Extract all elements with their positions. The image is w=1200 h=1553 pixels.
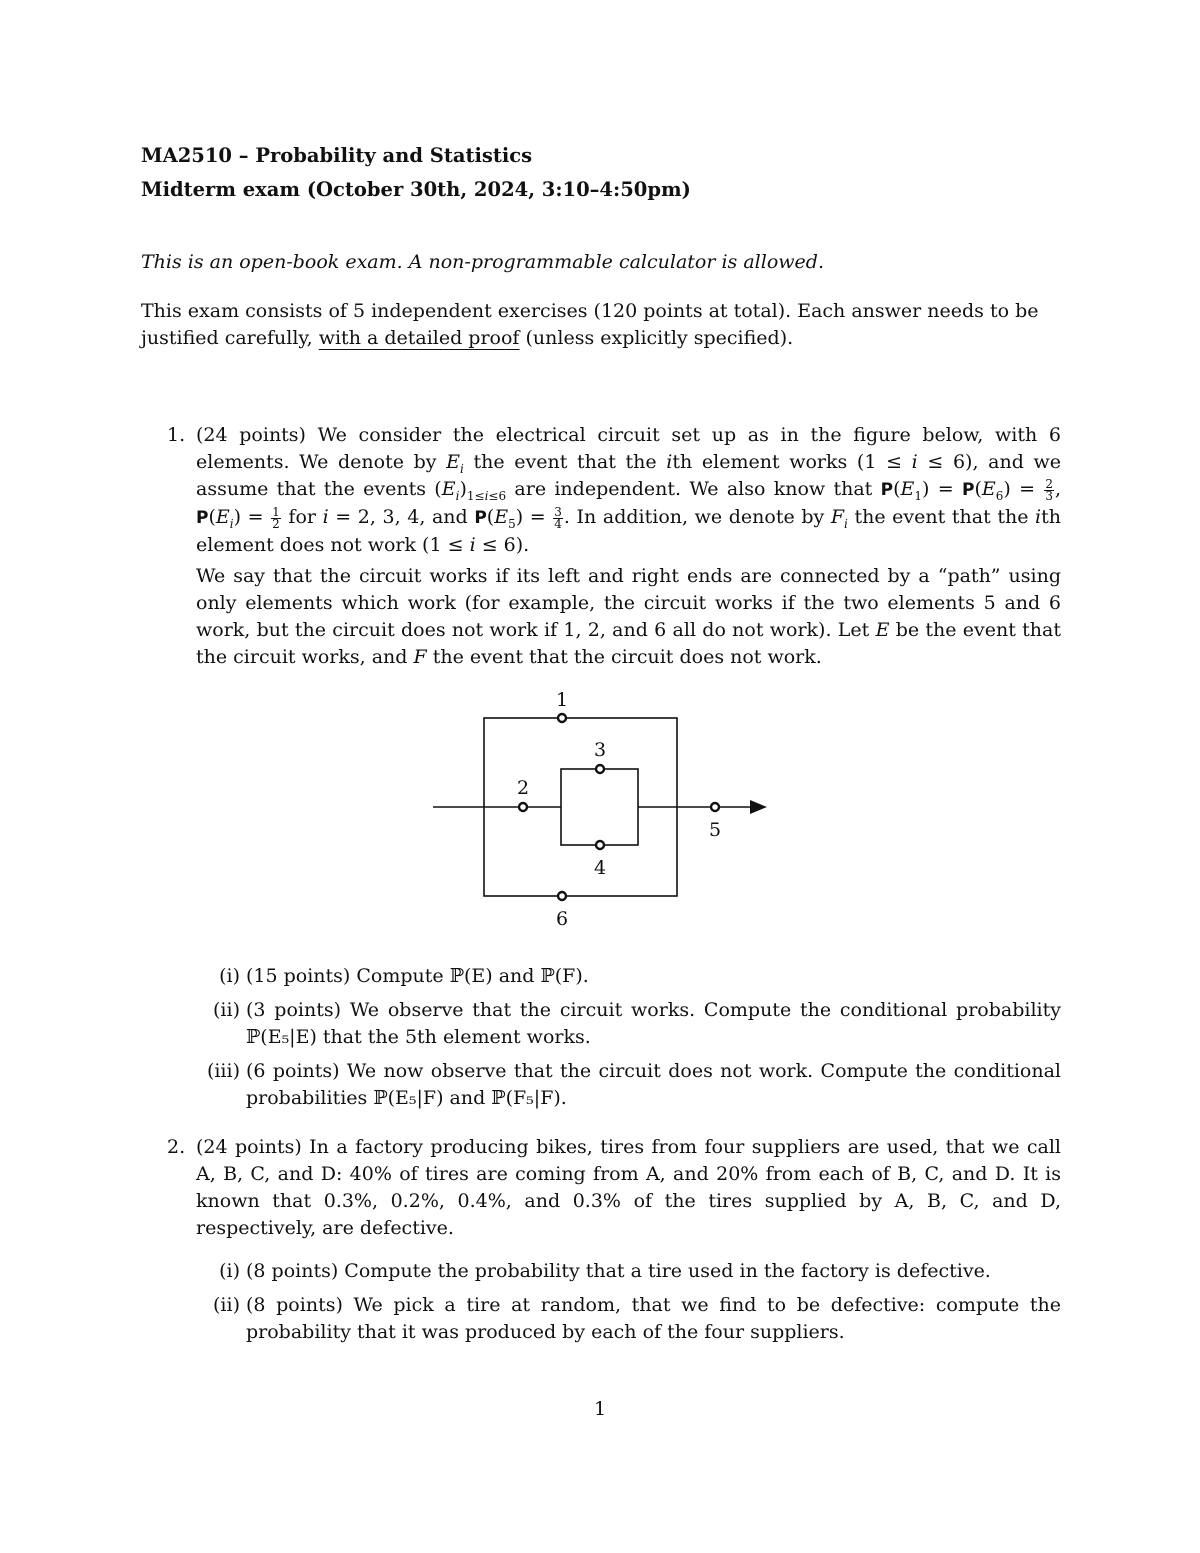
math-i: i [666,451,673,473]
part-label: (iii) [206,1060,240,1082]
math-i: i [322,506,329,528]
math-i: i [911,451,918,473]
instructions-text-b: (unless explicitly specified). [519,327,794,349]
page-number: 1 [594,1398,607,1420]
ex1-text: ≤ 6). [481,534,530,556]
element-5-label: 5 [708,819,722,841]
exam-instructions [141,298,1061,352]
exercise-1-part-ii [213,997,1061,1051]
element-2-label: 2 [516,777,530,799]
element-4-label: 4 [593,857,607,879]
part-label: (ii) [213,1294,240,1316]
exercise-2-number: 2. [167,1136,186,1158]
element-4-node [596,841,604,849]
element-6-label: 6 [555,908,569,930]
element-3-label: 3 [593,739,607,761]
part-text: (15 points) Compute ℙ(E) and ℙ(F). [246,965,589,987]
ex1-text: be the event that the circuit works, and [196,619,1061,668]
open-book-notice: This is an open-book exam. A non-programmable calculator is allowed. [141,251,824,273]
ex1-text: are independent. We also know that [514,478,873,500]
math-Ei: $E_i$ [446,451,464,476]
fraction-2-3: $\frac{2}{3}$ [1045,476,1053,503]
math-Fi: $F_i$ [830,506,848,531]
exercise-1-number: 1. [167,424,186,446]
element-2-node [519,803,527,811]
element-6-node [558,892,566,900]
ex1-text: We consider the electrical circuit set up as in the figure below, with 6 elements. We denote by [196,424,1061,473]
fraction-3-4: $\frac{3}{4}$ [554,504,562,531]
element-1-node [558,714,566,722]
instructions-underlined: with a detailed proof [318,327,520,349]
exercise-1-points: (24 points) [196,424,306,446]
exercise-1-part-iii [206,1058,1061,1112]
part-label: (i) [219,965,240,987]
ex1-text: the event that the [473,451,657,473]
math-Ei: $E_i$ [441,478,460,503]
math-probabilities: $P(E_1) = P(E_6)$ = $\frac{2}{3}$ , $P(E_i)$ = $\frac{1}{2}$ [196,476,1061,531]
part-text: (8 points) Compute the probability that a tire used in the factory is defective. [246,1260,991,1282]
exam-title: Midterm exam (October 30th, 2024, 3:10–4:50pm) [141,178,691,201]
part-text: (8 points) We pick a tire at random, that we find to be defective: compute the probability that it was produced by each of the four suppliers. [246,1294,1061,1343]
math-E: E [875,619,890,641]
element-5-node [711,803,719,811]
math-F: F [413,646,427,668]
exercise-2-statement [167,1134,1061,1242]
ex1-text: ≤ 6), and we assume that the events ( [196,451,1062,500]
math-P-E5: $P(E_5)$ = $\frac{3}{4}$ [474,504,562,531]
ex1-text: for [288,506,316,528]
exercise-1-statement: 1. (24 points) We consider the electrical circuit set up as in the figure below, with 6 elements. We denote by $E_i$ the event that the ith element works (1 ≤ i ≤ 6), and we assume that the events $(E_i)_{1\le i\le 6}$ are independent. We also know that $P(E_1) = P(E_6)$ = $\frac{2}{3}$ , $P(E_i)$ = $\frac{1}{2}$ for i = 2, 3, 4, and $P(E_5)$ = $\frac{3}{4}$ . In addition, we denote by $F_i$ the event that the ith element does not work (1 ≤ i ≤ 6). [167,424,1062,556]
course-title: MA2510 – Probability and Statistics [141,144,533,167]
output-arrow-icon [750,800,767,814]
exercise-1-circuit-description [196,563,1061,671]
part-label: (i) [219,1260,240,1282]
part-text: (6 points) We now observe that the circuit does not work. Compute the conditional probabilities ℙ(E₅|F) and ℙ(F₅|F). [246,1060,1061,1109]
part-label: (ii) [213,999,240,1021]
circuit-diagram [420,680,780,930]
exercise-1-part-i [219,963,1061,990]
ex1-text: th element works (1 ≤ [672,451,902,473]
math-i: i [1035,506,1042,528]
ex1-text: We say that the circuit works if its left and right ends are connected by a “path” using only elements which work (for example, the circuit works if the two elements 5 and 6 work, but the circuit does not work if 1, 2, and 6 all do not work). Let [196,565,1061,641]
element-3-node [596,765,604,773]
ex2-text: (24 points) In a factory producing bikes, tires from four suppliers are used, that we call A, B, C, and D: 40% of tires are coming from A, and 20% from each of B, C, and D. It is known that 0.3%, 0.2%, 0.4%, and 0.3% of the tires supplied by A, B, C, and D, respectively, are defective. [196,1136,1061,1239]
ex1-text: th element does not work (1 ≤ [196,506,1061,556]
exercise-2-part-ii [213,1292,1061,1346]
ex1-text: = 2, 3, 4, and [335,506,468,528]
exercise-2-part-i [219,1258,1061,1285]
ex1-text: the event that the circuit does not work. [432,646,822,668]
math-i: i [469,534,476,556]
inner-loop [561,769,638,845]
fraction-1-2: $\frac{1}{2}$ [272,504,280,531]
part-text: (3 points) We observe that the circuit works. Compute the conditional probability ℙ(E₅|E) that the 5th element works. [246,999,1061,1048]
ex1-text: . In addition, we denote by [563,506,825,528]
element-1-label: 1 [555,689,569,711]
ex1-text: the event that the [854,506,1029,528]
instructions-text-a: This exam consists of 5 independent exercises (120 points at total). Each answer needs to be justified carefully, [141,300,1039,349]
